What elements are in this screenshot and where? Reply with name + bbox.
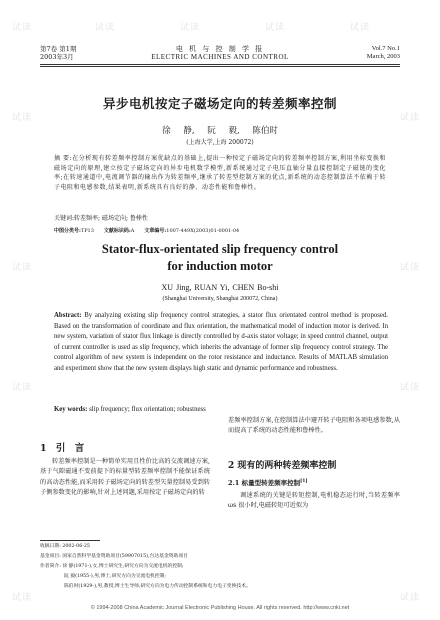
paper-title-en-line2: for induction motor <box>167 259 273 273</box>
watermark: 试读 <box>400 592 421 602</box>
issue-number: 第7卷 第1期 <box>40 45 77 53</box>
header-rule <box>40 64 400 65</box>
footnote-rule <box>40 540 100 541</box>
watermark: 试读 <box>400 112 421 122</box>
keywords-en <box>54 406 388 413</box>
watermark: 试读 <box>180 22 201 32</box>
abstract-en-text: By analyzing existing slip frequency control strategies, a stator flux orientated control method is proposed. Based on the transformation of coordinate and flux orientation, the mathematical model of induction motor is derived. In new system, variation of stator flux linkage is directly controlled by d-axis stator voltage; in speed control channel, output of current controller is used as slip frequency, which inherits the advantage of former slip frequency control strategy. The control algorithm of new system is independent on the rotor resistance and inductance. Results of MATLAB simulation and experiment show that the new system displays high static and dynamic performance and robustness. <box>54 312 388 372</box>
footnote-received: 收稿日期: 2002-06-25 <box>40 544 90 549</box>
citation-ref: [1] <box>300 478 308 484</box>
section-2-1-heading: 2.1 标量型转差频率控制[1] <box>228 478 308 487</box>
paper-title-en-line1: Stator-flux-orientated slip frequency control <box>101 242 339 256</box>
journal-name-en: ELECTRIC MACHINES AND CONTROL <box>151 53 289 61</box>
watermark: 试读 <box>400 382 421 392</box>
paper-title-cn: 异步电机按定子磁场定向的转差频率控制 <box>102 96 337 111</box>
section-2-heading: 2 现有的两种转差频率控制 <box>228 461 337 471</box>
footnote-author-1: 作者简介: 徐 静(1971-),女,博士研究生,研究方向为交流电机的控制; <box>40 564 184 569</box>
article-id: 文章编号:1007-449X(2003)01-0001-04 <box>144 228 240 234</box>
watermark: 试读 <box>400 262 421 272</box>
classification-line <box>54 227 386 234</box>
authors-en: XU Jing, RUAN Yi, CHEN Bo-shi <box>161 283 279 292</box>
abstract-en <box>54 311 388 375</box>
footnote-funding: 基金项目: 国家自然科学基金资助项目(59907015),台达基金资助项目 <box>40 554 188 559</box>
watermark: 试读 <box>12 382 33 392</box>
watermark: 试读 <box>12 22 33 32</box>
authors-cn: 徐 静, 阮 毅, 陈伯时 <box>162 126 278 136</box>
issue-date: 2003年3月 <box>40 53 74 61</box>
watermark: 试读 <box>12 112 33 122</box>
footnote-author-3: 陈伯时(1929-),男,教授,博士生导师,研究方向为电力传动控制系统和电力电子变换技术。 <box>64 584 251 589</box>
affiliation-en: (Shanghai University, Shanghai 200072, China) <box>162 296 278 302</box>
header-rule-thin <box>40 66 400 67</box>
watermark: 试读 <box>95 22 116 32</box>
clc-number: 中图分类号:TP13 <box>54 228 94 234</box>
paper-title-en <box>0 241 440 275</box>
right-column-continuation: 差频率控制方案,在控制算法中避开转子电阻和各项电感参数,从而提高了系统的动态性能和鲁棒性。 <box>228 417 400 435</box>
document-code: 文献标识码:A <box>103 228 135 234</box>
watermark: 试读 <box>350 22 371 32</box>
section-1-text: 转差频率控制是一种简单实用且性价比高的交流调速方案,基于气隙磁通不变前提下的标量型转差频率控制不能保证系统的高动态性能,而采用转子磁场定向的转差型矢量控制易受到转子侧参数变化的影响,针对上述问题,采用按定子磁场定向的转 <box>40 458 210 497</box>
section-1-heading: 1 引 言 <box>40 443 88 454</box>
keywords-en-text: slip frequency; flux orientation; robustness <box>89 406 206 413</box>
volume-number: Vol.7 No.1 <box>371 45 400 52</box>
footnote-author-2: 阮 毅(1955-),男,博士,研究方向为交流电机控制; <box>64 574 167 579</box>
section-2-1-text: 调速系统的关键是转矩控制,电机稳态运行时,当转差频率 ωs 很小时,电磁转矩可近似为 <box>228 492 400 510</box>
journal-name-cn: 电 机 与 控 制 学 报 <box>175 45 265 53</box>
keywords-en-label: Key words: <box>54 406 88 413</box>
keywords-cn: 关键词:转差频率; 磁场定向; 鲁棒性 <box>54 215 148 222</box>
watermark: 试读 <box>265 22 286 32</box>
watermark: 试读 <box>12 592 33 602</box>
abstract-en-label: Abstract: <box>54 312 82 319</box>
header-right <box>367 45 400 61</box>
watermark: 试读 <box>12 262 33 272</box>
issue-month: March, 2003 <box>366 53 400 60</box>
affiliation-cn: (上海大学,上海 200072) <box>186 139 254 146</box>
abstract-cn: 摘 要:在分析现有转差频率控制方案优缺点的基础上,提出一种按定子磁场定向的转差频率控制方案,利用坐标变换和磁场定向的原理,建立按定子磁场定向的异步电机数学模型,新系统通过定子电压直轴分量直接控制定子磁链的变化率;在转速通道中,电流调节器的输出作为转差频率,继承了转差型控制方案的优点,新系统的动态控制算法不依赖于转子电阻和电感参数,结果表明,新系统具有良好的静、动态性能和鲁棒性。 <box>54 155 386 191</box>
page-footer: © 1994-2008 China Academic Journal Electronic Publishing House. All rights reserved. http://www.cnki.net <box>90 605 350 611</box>
